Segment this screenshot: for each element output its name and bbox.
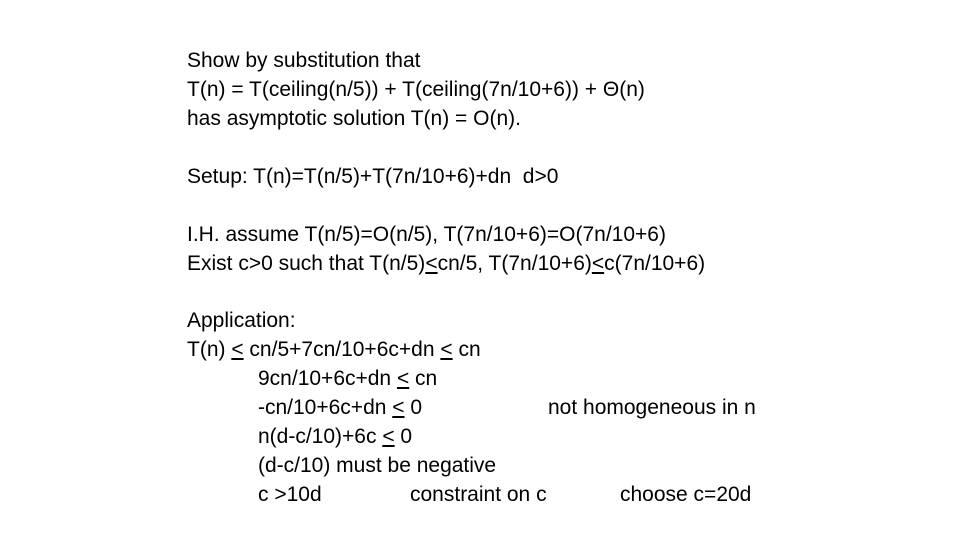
step-text: -cn/10+6c+dn [258, 396, 393, 419]
choice-note: choose c=20d [620, 483, 752, 506]
leq-symbol: < [231, 338, 244, 361]
problem-line-1: Show by substitution that [187, 49, 421, 72]
leq-symbol: < [382, 425, 395, 448]
ih-line-2 [187, 252, 705, 276]
application-step-4 [258, 425, 412, 449]
problem-line-3: has asymptotic solution T(n) = O(n). [187, 107, 521, 130]
step-text: 0 [404, 396, 423, 419]
leq-symbol: < [425, 252, 438, 275]
ih-text-c: cn/5, T(7n/10+6) [437, 252, 592, 275]
application-heading: Application: [187, 309, 296, 332]
application-step-1 [187, 338, 481, 362]
application-step-6: c >10d [258, 483, 322, 506]
step-text: cn [409, 367, 438, 390]
leq-symbol: < [392, 396, 405, 419]
step-text: 0 [394, 425, 413, 448]
problem-line-2: T(n) = T(ceiling(n/5)) + T(ceiling(7n/10+6)) + Θ(n) [187, 78, 645, 101]
step-text: cn/5+7cn/10+6c+dn [243, 338, 441, 361]
application-step-5: (d-c/10) must be negative [258, 454, 497, 477]
step-text: 9cn/10+6c+dn [258, 367, 397, 390]
application-step-2 [258, 367, 437, 391]
ih-text-a: Exist c>0 such that T(n/5) [187, 252, 426, 275]
ih-text-e: c(7n/10+6) [604, 252, 706, 275]
application-step-3 [258, 396, 422, 420]
homogeneity-note: not homogeneous in n [548, 396, 756, 419]
leq-symbol: < [591, 252, 605, 275]
ih-line-1: I.H. assume T(n/5)=O(n/5), T(7n/10+6)=O(7n/10+6) [187, 223, 666, 246]
step-text: n(d-c/10)+6c [258, 425, 383, 448]
leq-symbol: < [440, 338, 453, 361]
setup-line: Setup: T(n)=T(n/5)+T(7n/10+6)+dn d>0 [187, 165, 559, 188]
step-text: cn [452, 338, 481, 361]
leq-symbol: < [396, 367, 410, 390]
step-text: T(n) [187, 338, 232, 361]
constraint-note: constraint on c [410, 483, 547, 506]
